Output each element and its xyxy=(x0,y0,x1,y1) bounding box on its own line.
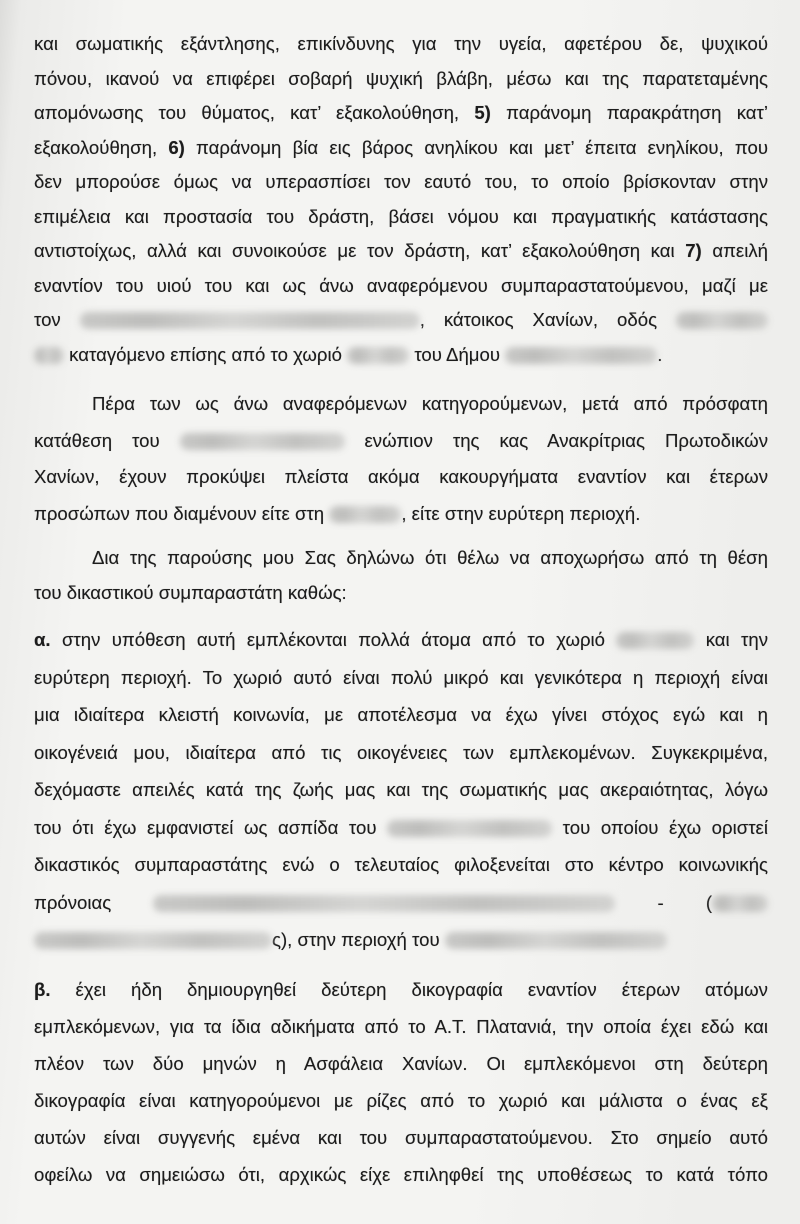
line-text: τον xyxy=(34,309,61,330)
text-line: Δια της παρούσης μου Σας δηλώνω ότι θέλω να αποχωρήσω από τη θέση xyxy=(92,547,768,568)
line-text: απομόνωσης του θύματος, κατ’ εξακολούθηση, xyxy=(34,102,460,123)
text-line: δικογραφία είναι κατηγορούμενοι με ρίζες από το χωριό και μάλιστα ο ένας εξ xyxy=(34,1090,768,1111)
line-text: έχει ήδη δημιουργηθεί δεύτερη δικογραφία εναντίον έτερων ατόμων xyxy=(75,979,768,1000)
text-line: ευρύτερη περιοχή. Το χωριό αυτό είναι πολύ μικρό και γενικότερα η περιοχή είναι xyxy=(34,666,768,688)
line-text: . xyxy=(657,343,663,365)
text-line xyxy=(34,234,768,269)
redacted-text xyxy=(180,433,345,450)
text-line: πόνου, ικανού να επιφέρει σοβαρή ψυχική βλάβη, μέσω και της παρατεταμένης xyxy=(34,67,768,89)
redacted-text xyxy=(34,932,272,949)
line-text: του οποίου έχω οριστεί xyxy=(562,816,768,838)
line-text: του ότι έχω εμφανιστεί ως ασπίδα του xyxy=(34,816,377,838)
text-line: επιμέλεια και προστασία του δράστη, βάσει νόμου και πραγματικής κατάστασης xyxy=(34,205,768,227)
text-line xyxy=(34,96,768,131)
redacted-text xyxy=(616,632,694,649)
redacted-text xyxy=(676,312,768,329)
text-line xyxy=(34,131,768,166)
redacted-text xyxy=(387,820,552,837)
item-number: 6) xyxy=(168,136,185,158)
text-line xyxy=(34,423,768,460)
text-line: μια ιδιαίτερα κλειστή κοινωνία, με αποτέλεσμα να έχω γίνει στόχος εγώ και η xyxy=(34,704,768,725)
text-line xyxy=(34,338,768,373)
line-text: αντιστοίχως, αλλά και συνοικούσε με τον δράστη, κατ’ εξακολούθηση και xyxy=(34,240,675,261)
text-line xyxy=(34,809,768,847)
text-line: πλέον των δύο μηνών η Ασφάλεια Χανίων. Οι εμπλεκόμενοι στη δεύτερη xyxy=(34,1053,768,1074)
redacted-text xyxy=(445,932,667,949)
text-line xyxy=(34,303,768,338)
text-line: και σωματικής εξάντλησης, επικίνδυνης για την υγεία, αφετέρου δε, ψυχικού xyxy=(34,33,768,54)
redacted-text xyxy=(34,347,64,364)
line-text: , είτε στην ευρύτερη περιοχή. xyxy=(401,502,641,524)
line-text: - xyxy=(657,891,664,913)
text-line: αυτών είναι συγγενής εμένα και του συμπαραστατούμενου. Στο σημείο αυτό xyxy=(34,1127,768,1148)
text-line xyxy=(34,921,768,959)
point-beta xyxy=(34,971,768,1193)
text-line xyxy=(34,971,768,1008)
paragraph-declaration xyxy=(34,540,768,610)
text-line: εμπλεκόμενων, για τα ίδια αδικήματα από το Α.Τ. Πλατανιά, την οποία έχει εδώ και xyxy=(34,1016,768,1037)
line-text: ενώπιον της κας Ανακρίτριας Πρωτοδικών xyxy=(364,429,768,451)
line-text: απειλή xyxy=(712,240,768,261)
redacted-text xyxy=(347,347,409,364)
line-text: πρόνοιας xyxy=(34,891,112,913)
line-text: , κάτοικος Χανίων, οδός xyxy=(419,309,658,330)
paragraph-continuation xyxy=(34,27,768,372)
redacted-text xyxy=(505,347,657,364)
text-line: δικαστικός συμπαραστάτης ενώ ο τελευταίος φιλοξενείται στο κέντρο κοινωνικής xyxy=(34,854,768,875)
line-text: στην υπόθεση αυτή εμπλέκονται πολλά άτομα από το χωριό xyxy=(61,629,606,650)
text-line: δεν μπορούσε όμως να υπερασπίσει τον εαυτό του, το οποίο βρίσκονταν στην xyxy=(34,171,768,192)
list-marker: α. xyxy=(34,629,51,650)
text-line xyxy=(34,496,768,533)
text-line: οικογένειά μου, ιδιαίτερα από τις οικογένειες των εμπλεκομένων. Συγκεκριμένα, xyxy=(34,741,768,763)
line-text: καταγόμενο επίσης από το χωριό xyxy=(69,343,342,365)
text-line xyxy=(34,884,768,922)
line-text: παράνομη βία εις βάρος ανηλίκου και μετ’ έπειτα ενηλίκου, που xyxy=(196,136,768,158)
line-text: κατάθεση του xyxy=(34,429,160,451)
item-number: 7) xyxy=(685,240,702,261)
text-line xyxy=(34,621,768,659)
text-line: Πέρα των ως άνω αναφερόμενων κατηγορούμενων, μετά από πρόσφατη xyxy=(92,393,768,414)
point-alpha xyxy=(34,621,768,959)
redacted-text xyxy=(329,506,401,523)
line-text: προσώπων που διαμένουν είτε στη xyxy=(34,502,325,524)
list-marker: β. xyxy=(34,979,51,1000)
line-text: εξακολούθηση, xyxy=(34,136,158,158)
redacted-text xyxy=(80,312,420,329)
line-text: ς), στην περιοχή του xyxy=(272,929,440,950)
text-line: δεχόμαστε απειλές κατά της ζωής μας και της σωματικής μας ακεραιότητας, λόγω xyxy=(34,779,768,800)
text-line: οφείλω να σημειώσω ότι, αρχικώς είχε επιληφθεί της υποθέσεως το κατά τόπο xyxy=(34,1164,768,1185)
redacted-text xyxy=(712,895,768,912)
redacted-text xyxy=(153,895,615,912)
paragraph-testimony xyxy=(34,386,768,532)
text-line: εναντίον του υιού του και ως άνω αναφερόμενου συμπαραστατούμενου, μαζί με xyxy=(34,274,768,296)
item-number: 5) xyxy=(474,102,491,123)
text-line: του δικαστικού συμπαραστάτη καθώς: xyxy=(34,582,347,603)
line-text: ( xyxy=(705,891,713,913)
line-text: παράνομη παρακράτηση κατ’ xyxy=(506,102,769,123)
text-line: Χανίων, έχουν προκύψει πλείστα ακόμα κακουργήματα εναντίον και έτερων xyxy=(34,466,768,487)
line-text: του Δήμου xyxy=(414,343,501,365)
line-text: και την xyxy=(705,629,768,650)
